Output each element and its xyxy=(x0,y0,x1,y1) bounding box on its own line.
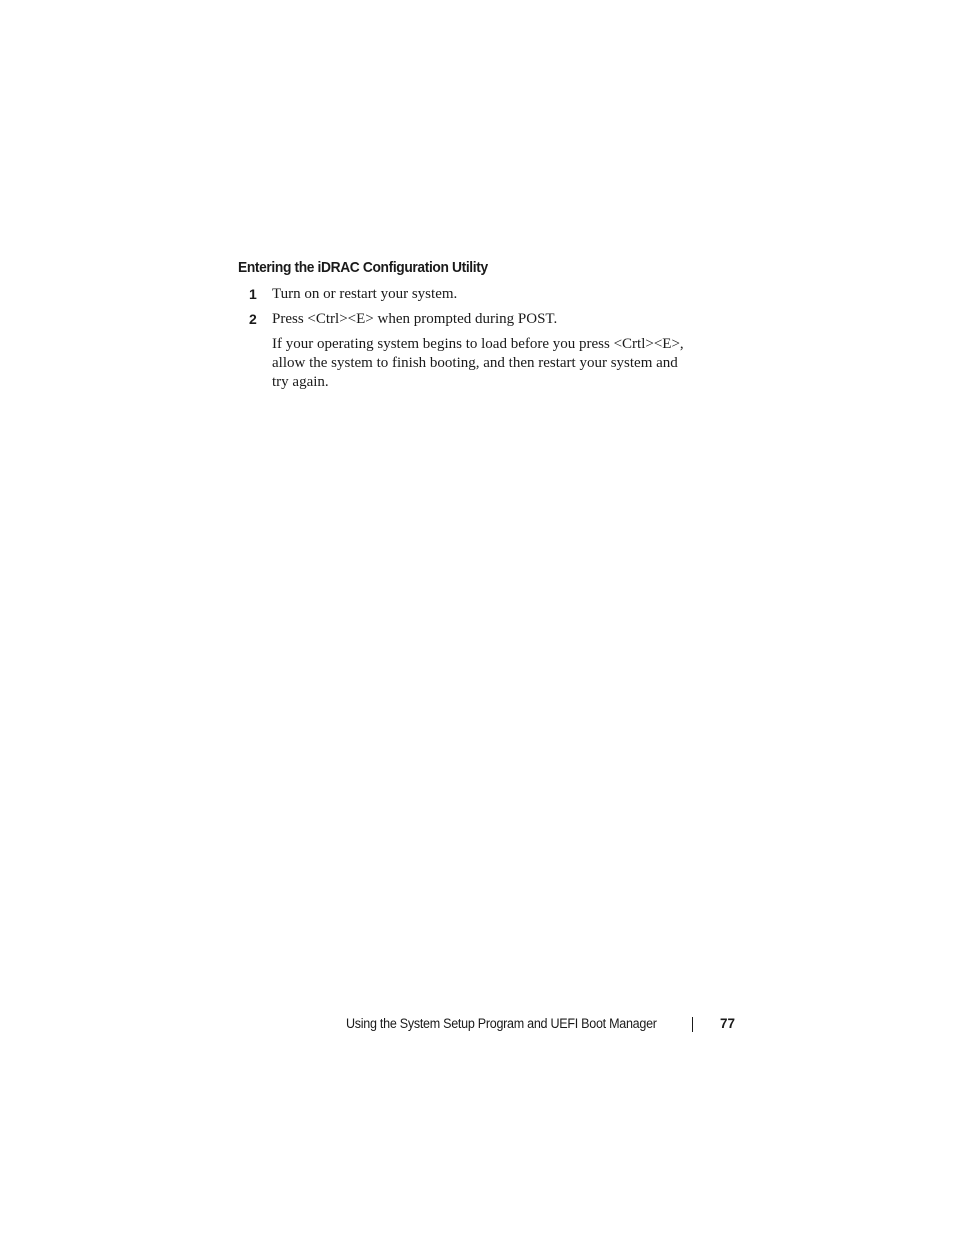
section-heading: Entering the iDRAC Configuration Utility xyxy=(238,259,488,276)
step-note xyxy=(272,335,722,392)
note-line: If your operating system begins to load before you press <Crtl><E>, xyxy=(272,336,684,352)
step-number: 1 xyxy=(249,286,257,302)
note-line: try again. xyxy=(272,374,329,390)
note-line: allow the system to finish booting, and then restart your system and xyxy=(272,355,678,371)
step-text: Press <Ctrl><E> when prompted during POST. xyxy=(272,311,558,327)
step-number: 2 xyxy=(249,311,257,327)
page-number: 77 xyxy=(720,1016,736,1031)
step-text: Turn on or restart your system. xyxy=(272,286,458,302)
footer-chapter-title: Using the System Setup Program and UEFI Boot Manager xyxy=(346,1016,657,1031)
footer-separator xyxy=(692,1017,693,1032)
